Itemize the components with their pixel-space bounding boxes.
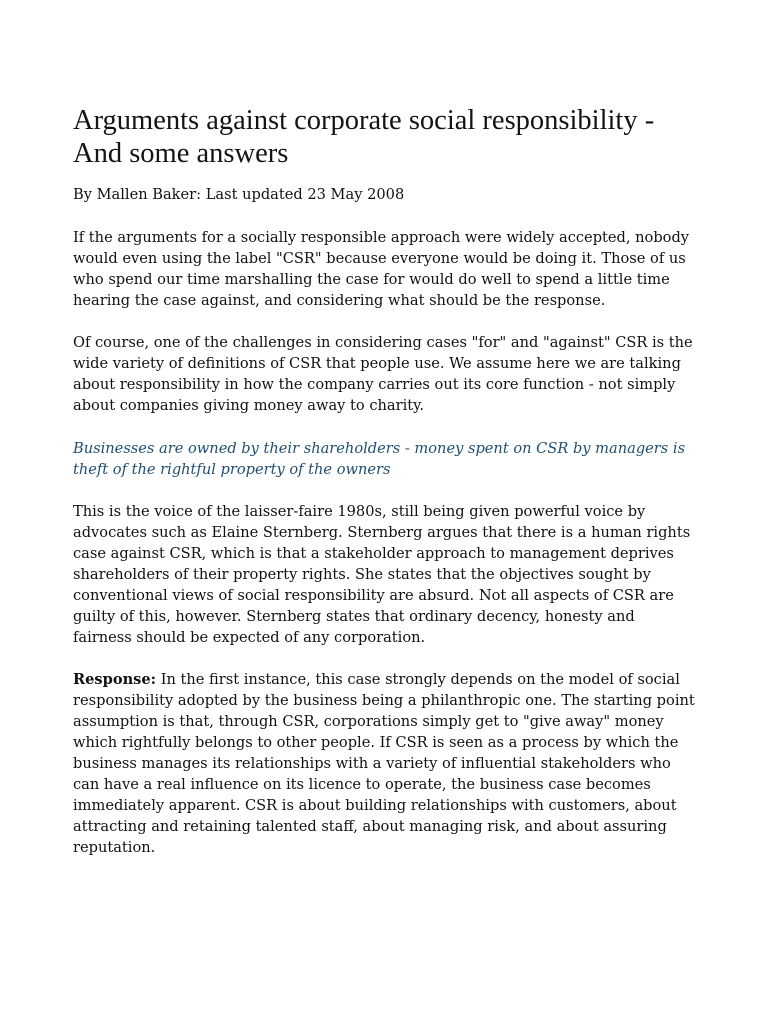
article	[73, 104, 698, 858]
response-paragraph	[73, 669, 698, 858]
response-text: In the first instance, this case strongly depends on the model of social responsibility adopted by the business being a philanthropic one. The starting point assumption is that, through CSR, corporations simply get to "give away" money which rightfully belongs to other people. If CSR is seen as a process by which the business manages its relationships with a variety of influential stakeholders who can have a real influence on its licence to operate, the business case becomes immediately apparent. CSR is about building relationships with customers, about attracting and retaining talented staff, about managing risk, and about assuring reputation.	[73, 671, 695, 856]
argument-subheading: Businesses are owned by their shareholders - money spent on CSR by managers is theft of the rightful property of the owners	[73, 440, 686, 478]
byline: By Mallen Baker: Last updated 23 May 2008	[73, 186, 405, 203]
intro-paragraph-1: If the arguments for a socially responsible approach were widely accepted, nobody would even using the label "CSR" because everyone would be doing it. Those of us who spend our time marshalling the case for would do well to spend a little time hearing the case against, and considering what should be the response.	[73, 229, 690, 309]
intro-paragraph-2: Of course, one of the challenges in considering cases "for" and "against" CSR is the wide variety of definitions of CSR that people use. We assume here we are talking about responsibility in how the company carries out its core function - not simply about companies giving money away to charity.	[73, 334, 693, 414]
page-title: Arguments against corporate social responsibility - And some answers	[73, 105, 655, 169]
response-label: Response:	[73, 671, 157, 688]
argument-paragraph: This is the voice of the laisser-faire 1980s, still being given powerful voice by advocates such as Elaine Sternberg. Sternberg argues that there is a human rights case against CSR, which is that a stakeholder approach to management deprives shareholders of their property rights. She states that the objectives sought by conventional views of social responsibility are absurd. Not all aspects of CSR are guilty of this, however. Sternberg states that ordinary decency, honesty and fairness should be expected of any corporation.	[73, 503, 691, 646]
